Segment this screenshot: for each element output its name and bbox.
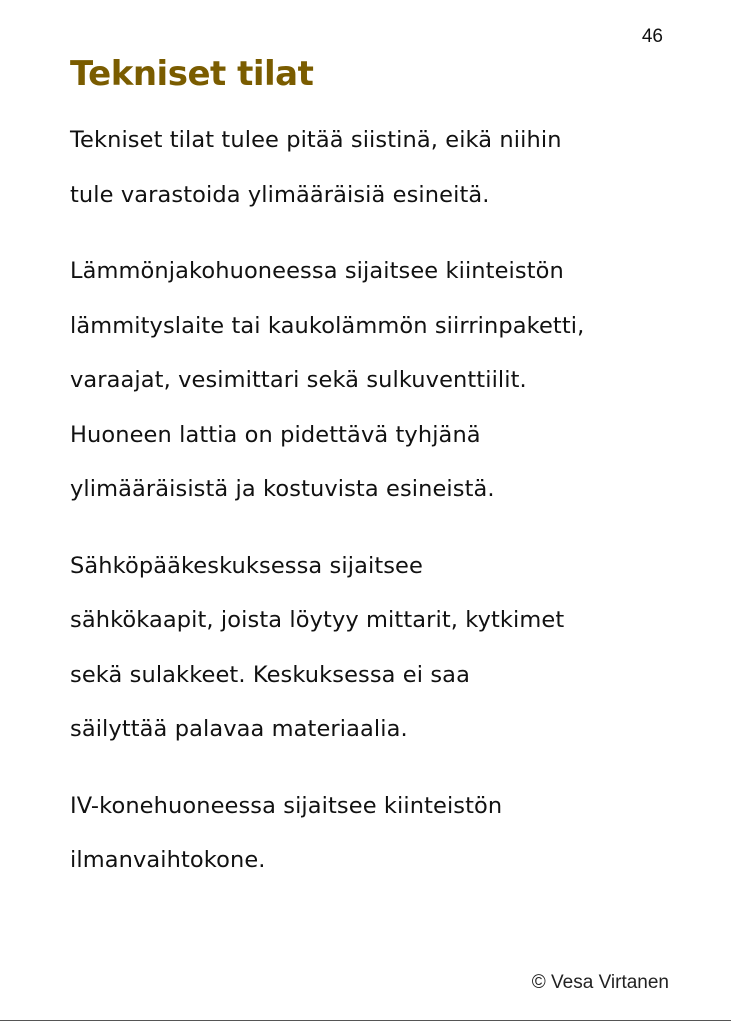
text-line: tule varastoida ylimääräisiä esineitä. [70,181,490,208]
text-line: varaajat, vesimittari sekä sulkuventtiilit. [70,367,527,393]
copyright-credit: © Vesa Virtanen [531,972,669,993]
text-line: ilmanvaihtokone. [70,847,266,873]
paragraph-gap [70,757,700,779]
text-line: lämmityslaite tai kaukolämmön siirrinpaketti, [70,312,585,339]
text-line: Sähköpääkeskuksessa sijaitsee [70,552,423,579]
text-line: Tekniset tilat tulee pitää siistinä, eikä niihin [70,127,562,153]
text-line: IV-konehuoneessa sijaitsee kiinteistön [70,792,503,819]
text-line: Huoneen lattia on pidettävä tyhjänä [70,421,481,448]
text-line: sekä sulakkeet. Keskuksessa ei saa [70,661,470,688]
paragraph-gap [70,517,700,539]
text-line: Lämmönjakohuoneessa sijaitsee kiinteistön [70,258,564,284]
paragraph-4 [70,779,700,888]
text-line: säilyttää palavaa materiaalia. [70,716,408,742]
page-number: 46 [641,26,663,47]
paragraph-2 [70,244,700,517]
paragraph-3 [70,539,700,757]
text-line: sähkökaapit, joista löytyy mittarit, kytkimet [70,607,565,633]
paragraph-gap [70,222,700,244]
paragraph-1 [70,113,700,222]
bottom-rule [0,1020,731,1021]
page-title: Tekniset tilat [70,54,314,94]
body-text [70,113,700,888]
text-line: ylimääräisistä ja kostuvista esineistä. [70,476,495,502]
